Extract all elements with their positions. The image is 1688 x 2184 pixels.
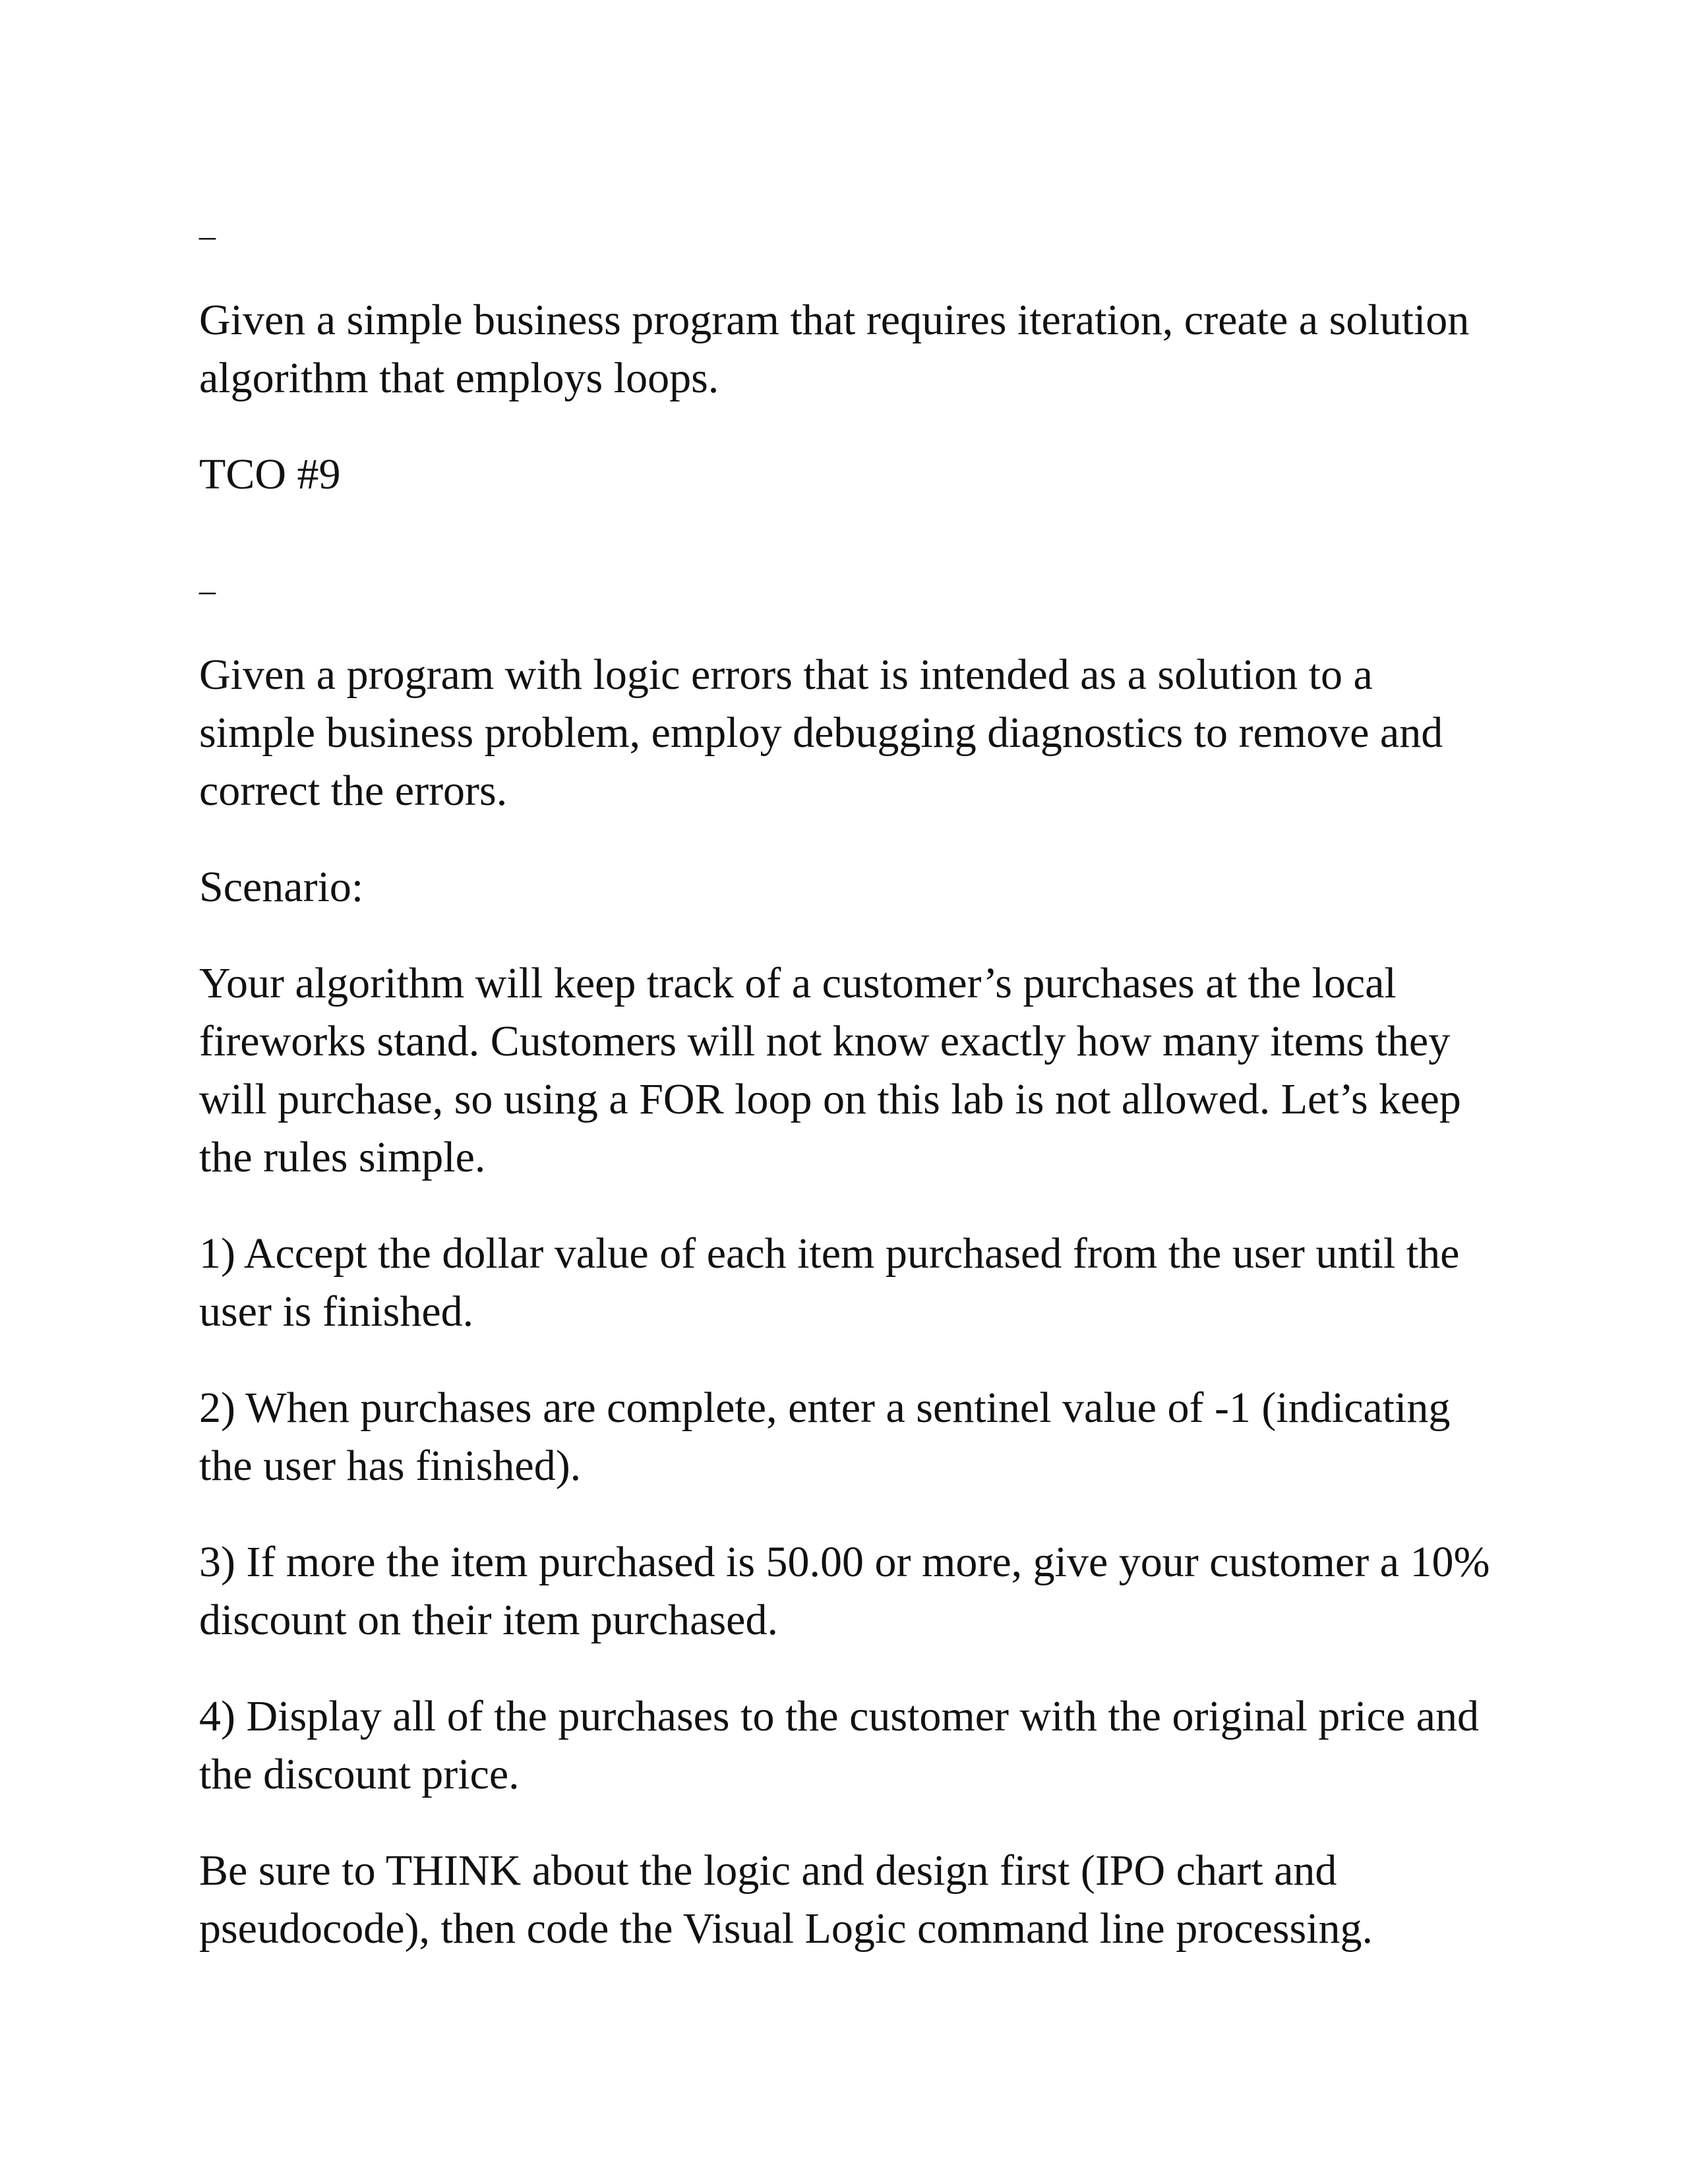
separator-dash: _	[199, 206, 216, 243]
tco-label: TCO #9	[199, 450, 341, 498]
objective-paragraph: Given a program with logic errors that is intended as a solution to a simple business problem, employ debugging diagnostics to remove and correct the errors.	[199, 651, 1443, 815]
rule-item: 2) When purchases are complete, enter a sentinel value of -1 (indicating the user has finished).	[199, 1384, 1451, 1490]
rule-item: 1) Accept the dollar value of each item purchased from the user until the user is finished.	[199, 1229, 1460, 1336]
scenario-intro: Your algorithm will keep track of a customer’s purchases at the local fireworks stand. Customers will not know exactly how many items they will purchase, so using a FOR loop on this lab is not allowed. Let’s keep the rules simple.	[199, 959, 1461, 1181]
document-body	[199, 195, 1492, 1996]
rule-item: 4) Display all of the purchases to the customer with the original price and the discount price.	[199, 1692, 1479, 1798]
separator-dash: _	[199, 560, 216, 597]
objective-paragraph: Given a simple business program that requires iteration, create a solution algorithm that employs loops.	[199, 296, 1470, 402]
closing-paragraph: Be sure to THINK about the logic and design first (IPO chart and pseudocode), then code the Visual Logic command line processing.	[199, 1846, 1373, 1953]
scenario-heading: Scenario:	[199, 863, 364, 911]
rule-item: 3) If more the item purchased is 50.00 or more, give your customer a 10% discount on their item purchased.	[199, 1538, 1490, 1644]
